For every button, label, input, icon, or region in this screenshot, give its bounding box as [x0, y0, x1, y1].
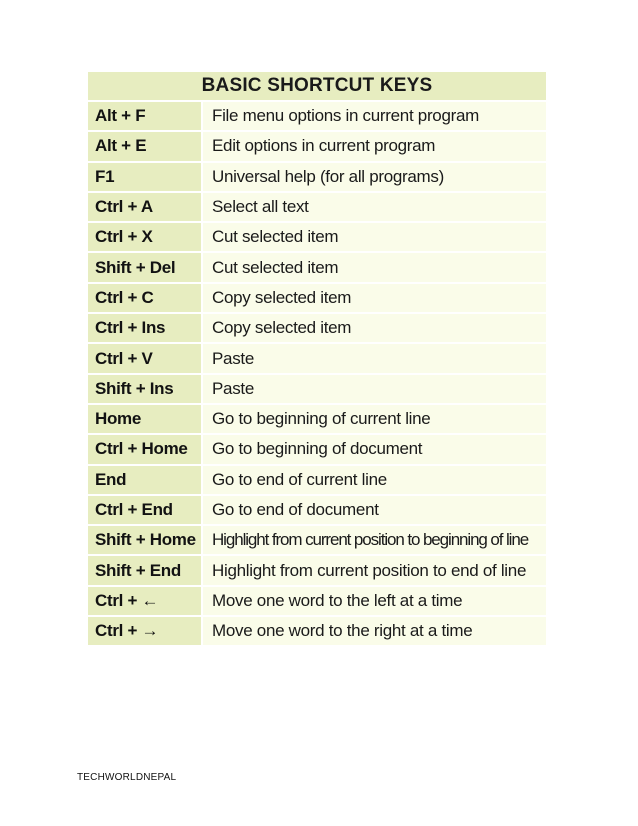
shortcut-description: Move one word to the left at a time: [212, 590, 463, 610]
table-row: [88, 223, 546, 253]
table-row: [88, 526, 546, 556]
shortcut-key-cell: [88, 193, 203, 221]
shortcut-description-cell: [203, 496, 546, 524]
shortcut-key-cell: [88, 466, 203, 494]
shortcut-description-cell: [203, 253, 546, 281]
shortcut-description-cell: [203, 405, 546, 433]
shortcut-description-cell: [203, 556, 546, 584]
shortcut-key-cell: [88, 617, 203, 645]
shortcut-key-cell: [88, 344, 203, 372]
table-row: [88, 556, 546, 586]
shortcut-key: Shift + Ins: [95, 378, 174, 398]
shortcut-description: Highlight from current position to beginning of line: [212, 530, 529, 550]
table-row: [88, 405, 546, 435]
shortcut-description: Paste: [212, 378, 254, 398]
shortcut-key-cell: [88, 435, 203, 463]
footer-text: TECHWORLDNEPAL: [77, 772, 177, 783]
shortcut-description-cell: [203, 435, 546, 463]
shortcut-key: Alt + F: [95, 106, 146, 126]
shortcut-description-cell: [203, 102, 546, 130]
shortcut-key-cell: [88, 163, 203, 191]
shortcut-key: F1: [95, 166, 115, 186]
shortcut-key: Ctrl + V: [95, 348, 153, 368]
table-row: [88, 496, 546, 526]
shortcut-description: File menu options in current program: [212, 106, 479, 126]
shortcut-description: Select all text: [212, 197, 309, 217]
shortcut-description: Cut selected item: [212, 227, 339, 247]
shortcut-key: Ctrl + Ins: [95, 318, 166, 338]
shortcut-key-cell: [88, 132, 203, 160]
table-title-bar: [88, 72, 546, 102]
shortcut-key: Ctrl + X: [95, 227, 153, 247]
shortcut-description-cell: [203, 375, 546, 403]
shortcut-description: Universal help (for all programs): [212, 166, 444, 186]
table-row: [88, 284, 546, 314]
shortcut-description: Go to end of current line: [212, 469, 387, 489]
shortcut-key-cell: [88, 253, 203, 281]
shortcut-description-cell: [203, 587, 546, 615]
shortcut-description-cell: [203, 132, 546, 160]
shortcut-description-cell: [203, 284, 546, 312]
shortcut-description-cell: [203, 466, 546, 494]
table-row: [88, 102, 546, 132]
shortcut-key: Ctrl + End: [95, 500, 173, 519]
shortcut-description: Paste: [212, 348, 254, 368]
shortcut-description: Go to beginning of document: [212, 439, 423, 459]
shortcut-key: Alt + E: [95, 136, 147, 156]
shortcut-description-cell: [203, 163, 546, 191]
shortcut-key-cell: [88, 405, 203, 433]
shortcut-description: Edit options in current program: [212, 136, 436, 156]
shortcut-key-cell: [88, 526, 203, 554]
shortcut-key: Ctrl + C: [95, 287, 154, 307]
shortcut-description-cell: [203, 344, 546, 372]
table-rows: [88, 102, 546, 647]
shortcut-key-cell: [88, 102, 203, 130]
shortcut-table: [88, 72, 546, 647]
shortcut-key: Shift + End: [95, 560, 181, 580]
table-row: [88, 253, 546, 283]
shortcut-description: Highlight from current position to end of line: [212, 560, 527, 580]
shortcut-key-cell: [88, 556, 203, 584]
shortcut-key: End: [95, 469, 127, 489]
table-row: [88, 314, 546, 344]
table-row: [88, 132, 546, 162]
shortcut-key: Ctrl + Home: [95, 439, 188, 459]
table-row: [88, 587, 546, 617]
shortcut-description: Cut selected item: [212, 257, 339, 277]
table-row: [88, 466, 546, 496]
shortcut-key-cell: [88, 587, 203, 615]
shortcut-description-cell: [203, 526, 546, 554]
shortcut-key: Ctrl + A: [95, 197, 153, 217]
shortcut-key: Shift + Home: [95, 530, 196, 550]
shortcut-key: Ctrl + ←: [95, 590, 159, 610]
shortcut-description-cell: [203, 193, 546, 221]
shortcut-description-cell: [203, 223, 546, 251]
shortcut-key: Home: [95, 409, 142, 429]
table-row: [88, 617, 546, 647]
shortcut-description: Move one word to the right at a time: [212, 621, 473, 641]
table-row: [88, 375, 546, 405]
shortcut-key-cell: [88, 496, 203, 524]
shortcut-description: Copy selected item: [212, 318, 352, 338]
shortcut-description: Go to beginning of current line: [212, 409, 431, 429]
shortcut-key-cell: [88, 284, 203, 312]
table-row: [88, 435, 546, 465]
shortcut-key-cell: [88, 314, 203, 342]
table-title: BASIC SHORTCUT KEYS: [201, 75, 433, 96]
table-row: [88, 344, 546, 374]
shortcut-description-cell: [203, 617, 546, 645]
shortcut-key-cell: [88, 223, 203, 251]
shortcut-key: Shift + Del: [95, 257, 176, 277]
table-row: [88, 193, 546, 223]
table-row: [88, 163, 546, 193]
shortcut-key-cell: [88, 375, 203, 403]
shortcut-description-cell: [203, 314, 546, 342]
shortcut-description: Go to end of document: [212, 500, 379, 519]
shortcut-description: Copy selected item: [212, 287, 352, 307]
shortcut-key: Ctrl + →: [95, 621, 159, 641]
